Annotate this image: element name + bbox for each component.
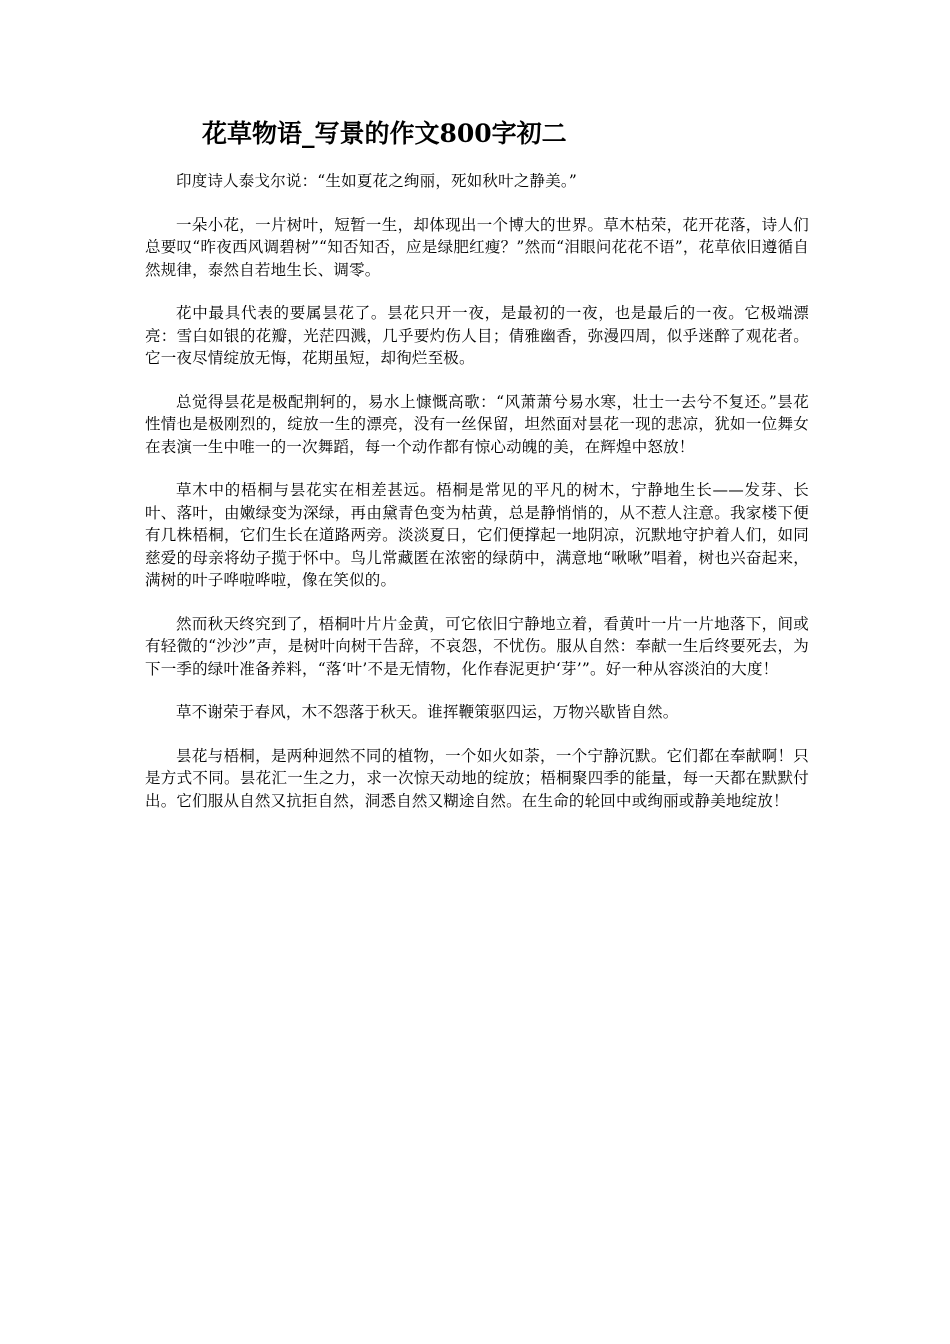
- paragraph-wutong: 草木中的梧桐与昙花实在相差甚远。梧桐是常见的平凡的树木，宁静地生长——发芽、长叶、落叶，由嫩绿变为深绿，再由黛青色变为枯黄，总是静悄悄的，从不惹人注意。我家楼下便有几株梧桐，它们生长在道路两旁。淡淡夏日，它们便撑起一地阴凉，沉默地守护着人们，如同慈爱的母亲将幼子揽于怀中。鸟儿常藏匿在浓密的绿荫中，满意地“啾啾”唱着，树也兴奋起来，满树的叶子哗啦哗啦，像在笑似的。: [145, 481, 809, 589]
- paragraph-nature: 草不谢荣于春风，木不怨落于秋天。谁挥鞭策驱四运，万物兴歇皆自然。: [176, 703, 679, 721]
- paragraph-intro: 一朵小花，一片树叶，短暂一生，却体现出一个博大的世界。草木枯荣，花开花落，诗人们总要叹“昨夜西风调碧树”“知否知否，应是绿肥红瘦？”然而“泪眼问花花不语”，花草依旧遵循自然规律，泰然自若地生长、调零。: [145, 215, 809, 279]
- paragraph-quote: 印度诗人泰戈尔说：“生如夏花之绚丽，死如秋叶之静美。”: [176, 172, 577, 190]
- paragraph-tanhua: 花中最具代表的要属昙花了。昙花只开一夜，是最初的一夜，也是最后的一夜。它极端漂亮：雪白如银的花瓣，光茫四溅，几乎要灼伤人目；倩雅幽香，弥漫四周，似乎迷醉了观花者。它一夜尽情绽放无悔，花期虽短，却徇烂至极。: [145, 304, 809, 367]
- paragraph-autumn: 然而秋天终究到了，梧桐叶片片金黄，可它依旧宁静地立着，看黄叶一片一片地落下，间或有轻微的“沙沙”声，是树叶向树干告辞，不哀怨，不忧伤。服从自然：奉献一生后终要死去，为下一季的绿叶准备养料，“落‘叶’不是无情物，化作春泥更护‘芽’”。好一种从容淡泊的大度！: [145, 614, 809, 678]
- paragraph-conclusion: 昙花与梧桐，是两种迥然不同的植物，一个如火如荼，一个宁静沉默。它们都在奉献啊！只是方式不同。昙花汇一生之力，求一次惊天动地的绽放；梧桐聚四季的能量，每一天都在默默付出。它们服从自然又抗拒自然，洞悉自然又糊途自然。在生命的轮回中或绚丽或静美地绽放！: [145, 746, 809, 810]
- document-body: [145, 170, 809, 833]
- document-title: 花草物语_写景的作文800字初二: [202, 119, 567, 148]
- paragraph-jingke: 总觉得昙花是极配荆轲的，易水上慷慨高歌：“风萧萧兮易水寒，壮士一去兮不复还。”昙花性情也是极刚烈的，绽放一生的漂亮，没有一丝保留，坦然面对昙花一现的悲凉，犹如一位舞女在表演一生中唯一的一次舞蹈，每一个动作都有惊心动魄的美，在辉煌中怒放！: [145, 392, 809, 456]
